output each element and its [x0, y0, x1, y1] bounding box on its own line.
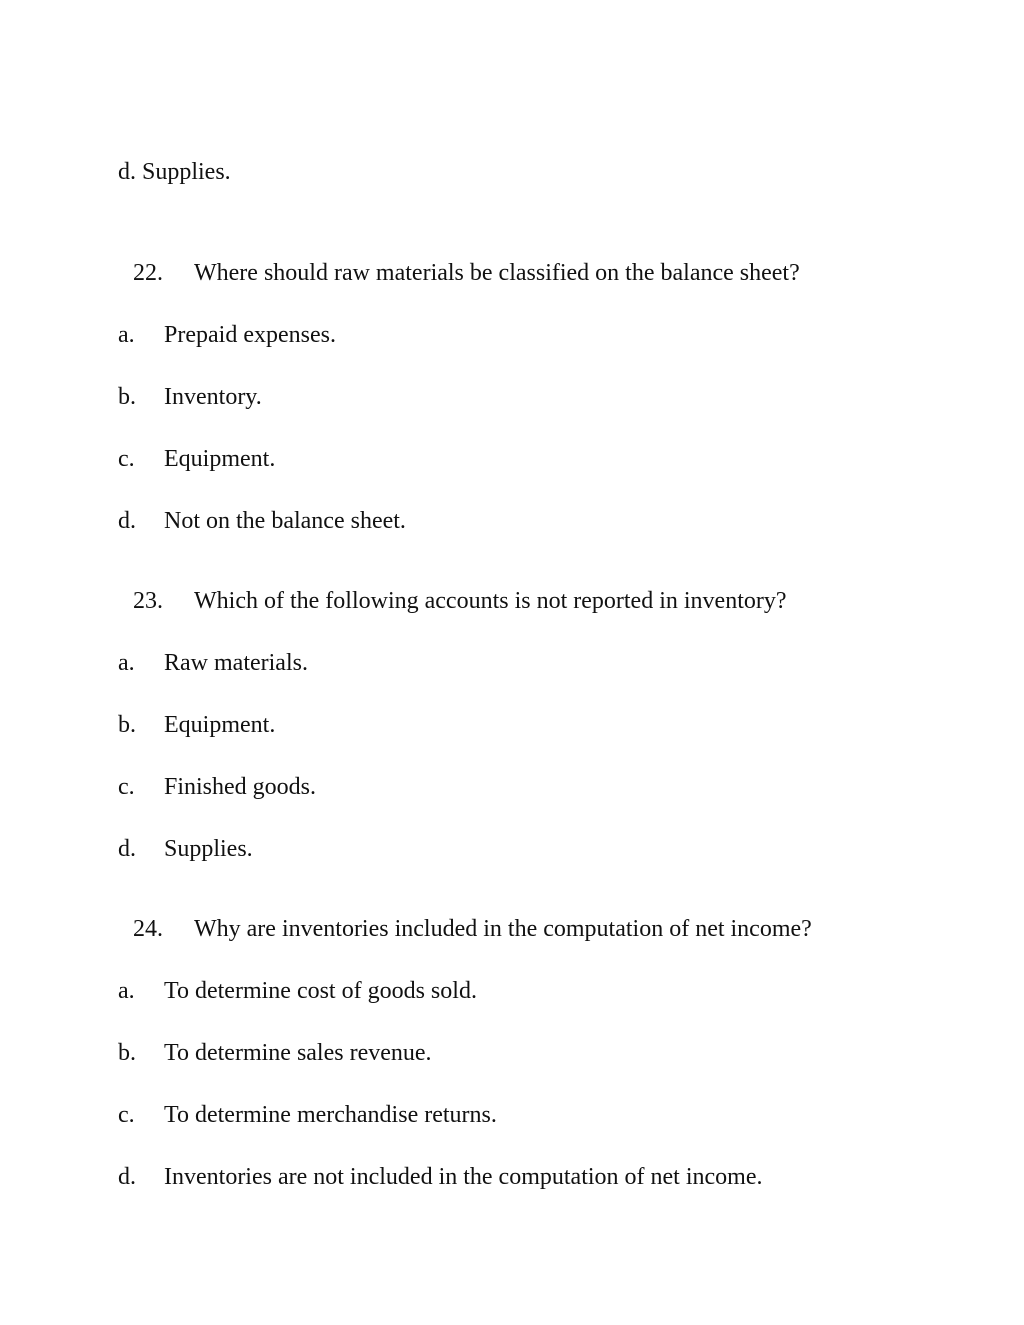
option-letter: c.	[118, 1102, 135, 1128]
option-letter: a.	[118, 978, 135, 1004]
option-text: To determine merchandise returns.	[164, 1102, 497, 1128]
option-letter: d.	[118, 508, 136, 534]
question-text: Why are inventories included in the computation of net income?	[194, 916, 812, 942]
question-22	[133, 258, 800, 288]
option-text: Supplies.	[164, 836, 253, 862]
question-24-option-d	[118, 1162, 763, 1192]
question-24-option-b	[118, 1038, 432, 1068]
question-number: 24.	[133, 916, 163, 942]
option-text: Inventories are not included in the computation of net income.	[164, 1164, 763, 1190]
question-number: 22.	[133, 260, 163, 286]
question-22-option-b	[118, 382, 262, 412]
question-22-option-c	[118, 444, 275, 474]
option-letter: d.	[118, 1164, 136, 1190]
option-letter: b.	[118, 384, 136, 410]
option-text: Equipment.	[164, 712, 276, 738]
option-letter: d.	[118, 836, 136, 862]
question-22-option-a	[118, 320, 336, 350]
option-text: Inventory.	[164, 384, 262, 410]
question-23	[133, 586, 787, 616]
question-number: 23.	[133, 588, 163, 614]
question-24-option-c	[118, 1100, 497, 1130]
question-text: Where should raw materials be classified on the balance sheet?	[194, 260, 800, 286]
option-text: Equipment.	[164, 446, 276, 472]
question-22-option-d	[118, 506, 406, 536]
option-text: To determine sales revenue.	[164, 1040, 432, 1066]
option-text: Prepaid expenses.	[164, 322, 336, 348]
question-23-option-d	[118, 834, 253, 864]
question-text: Which of the following accounts is not reported in inventory?	[194, 588, 787, 614]
question-23-option-a	[118, 648, 308, 678]
question-24-option-a	[118, 976, 477, 1006]
question-23-option-c	[118, 772, 316, 802]
carryover-option-text: d. Supplies.	[118, 159, 231, 185]
option-text: To determine cost of goods sold.	[164, 978, 477, 1004]
option-letter: b.	[118, 1040, 136, 1066]
question-23-option-b	[118, 710, 275, 740]
option-letter: c.	[118, 446, 135, 472]
option-text: Not on the balance sheet.	[164, 508, 406, 534]
option-text: Raw materials.	[164, 650, 308, 676]
carryover-option	[118, 157, 231, 187]
option-text: Finished goods.	[164, 774, 317, 800]
option-letter: a.	[118, 322, 135, 348]
question-24	[133, 914, 812, 944]
option-letter: c.	[118, 774, 135, 800]
option-letter: b.	[118, 712, 136, 738]
option-letter: a.	[118, 650, 135, 676]
